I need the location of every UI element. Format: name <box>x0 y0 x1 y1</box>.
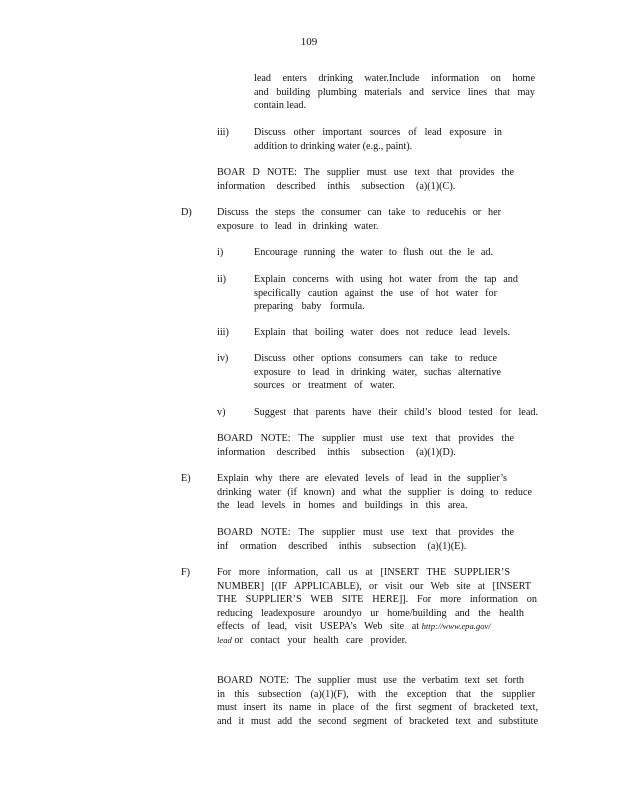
text-line: must insert its name in place of the first segment of bracketed text, <box>217 702 538 714</box>
text-line: NUMBER] [(IF APPLICABLE), or visit our Web site at [INSERT <box>217 580 531 592</box>
item-label: iii) <box>217 327 229 338</box>
item-label: iv) <box>217 353 229 364</box>
epa-lead-link[interactable]: http://www.epa.gov/ <box>421 621 491 632</box>
text-line: reducing leadexposure aroundyo ur home/building and the health <box>217 607 524 619</box>
text-line: in this subsection (a)(1)(F), with the exception that the supplier <box>217 688 535 700</box>
text-line: drinking water (if known) and what the supplier is doing to reduce <box>217 486 532 498</box>
text-line: Discuss other options consumers can take to reduce <box>254 353 497 364</box>
page-number: 109 <box>300 36 318 48</box>
text-fragment: or contact your health care provider. <box>234 634 407 646</box>
text-line: contain lead. <box>254 100 307 112</box>
item-c-iii-text <box>254 126 502 153</box>
text-line: inf ormation described inthis subsection (a)(1)(E). <box>217 540 467 552</box>
text-line: lead enters drinking water.Include information on home <box>254 73 535 84</box>
text-line: exposure to lead in drinking water. <box>217 220 379 232</box>
text-line: addition to drinking water (e.g., paint). <box>254 140 413 152</box>
text-line: Suggest that parents have their child’s blood tested for lead. <box>254 407 538 418</box>
text-line: information described inthis subsection (a)(1)(C). <box>217 180 456 192</box>
section-e-intro <box>217 472 532 513</box>
item-d-iii-text <box>254 326 510 340</box>
text-line: Encourage running the water to flush out the le ad. <box>254 247 493 258</box>
text-line: BOARD NOTE: The supplier must use text that provides the <box>217 433 514 444</box>
epa-lead-link-continued[interactable]: lead <box>217 634 232 645</box>
text-line: Explain concerns with using hot water from the tap and <box>254 274 518 285</box>
board-note-f <box>217 674 538 728</box>
section-label: E) <box>181 473 191 484</box>
section-c-continuation <box>254 72 535 113</box>
text-line: preparing baby formula. <box>254 301 365 313</box>
item-label: ii) <box>217 274 227 285</box>
text-line: Explain why there are elevated levels of lead in the supplier’s <box>217 473 507 484</box>
board-note-e <box>217 526 514 553</box>
board-note-c <box>217 166 514 193</box>
item-d-ii-text <box>254 273 518 314</box>
text-line: Discuss other important sources of lead exposure in <box>254 127 502 138</box>
text-line: THE SUPPLIER’S WEB SITE HERE]]. For more information on <box>217 594 537 606</box>
text-line: the lead levels in homes and buildings in this area. <box>217 500 468 512</box>
text-line: For more information, call us at [INSERT THE SUPPLIER’S <box>217 567 510 578</box>
item-label: v) <box>217 407 226 418</box>
text-line: Explain that boiling water does not reduce lead levels. <box>254 327 510 338</box>
item-d-iv-text <box>254 352 501 393</box>
item-label: iii) <box>217 127 229 138</box>
text-line: Discuss the steps the consumer can take to reducehis or her <box>217 207 501 218</box>
item-label: i) <box>217 247 224 258</box>
text-line: BOAR D NOTE: The supplier must use text that provides the <box>217 167 514 178</box>
text-line: exposure to lead in drinking water, suchas alternative <box>254 366 501 378</box>
item-d-v-text <box>254 406 538 420</box>
text-line <box>217 634 531 648</box>
text-line <box>217 620 531 634</box>
text-line: BOARD NOTE: The supplier must use the verbatim text set forth <box>217 675 524 686</box>
section-f-intro <box>217 566 537 648</box>
text-line: and it must add the second segment of bracketed text and substitute <box>217 715 538 727</box>
text-line: BOARD NOTE: The supplier must use text that provides the <box>217 527 514 538</box>
text-line: sources or treatment of water. <box>254 380 395 392</box>
section-d-intro <box>217 206 501 233</box>
text-line: and building plumbing materials and service lines that may <box>254 86 535 98</box>
text-fragment: effects of lead, visit USEPA’s Web site at <box>217 621 420 633</box>
item-d-i-text <box>254 246 493 260</box>
text-line: specifically caution against the use of hot water for <box>254 287 497 299</box>
text-line: information described inthis subsection (a)(1)(D). <box>217 446 456 458</box>
section-label: F) <box>181 567 191 578</box>
section-label: D) <box>181 207 192 218</box>
board-note-d <box>217 432 514 459</box>
